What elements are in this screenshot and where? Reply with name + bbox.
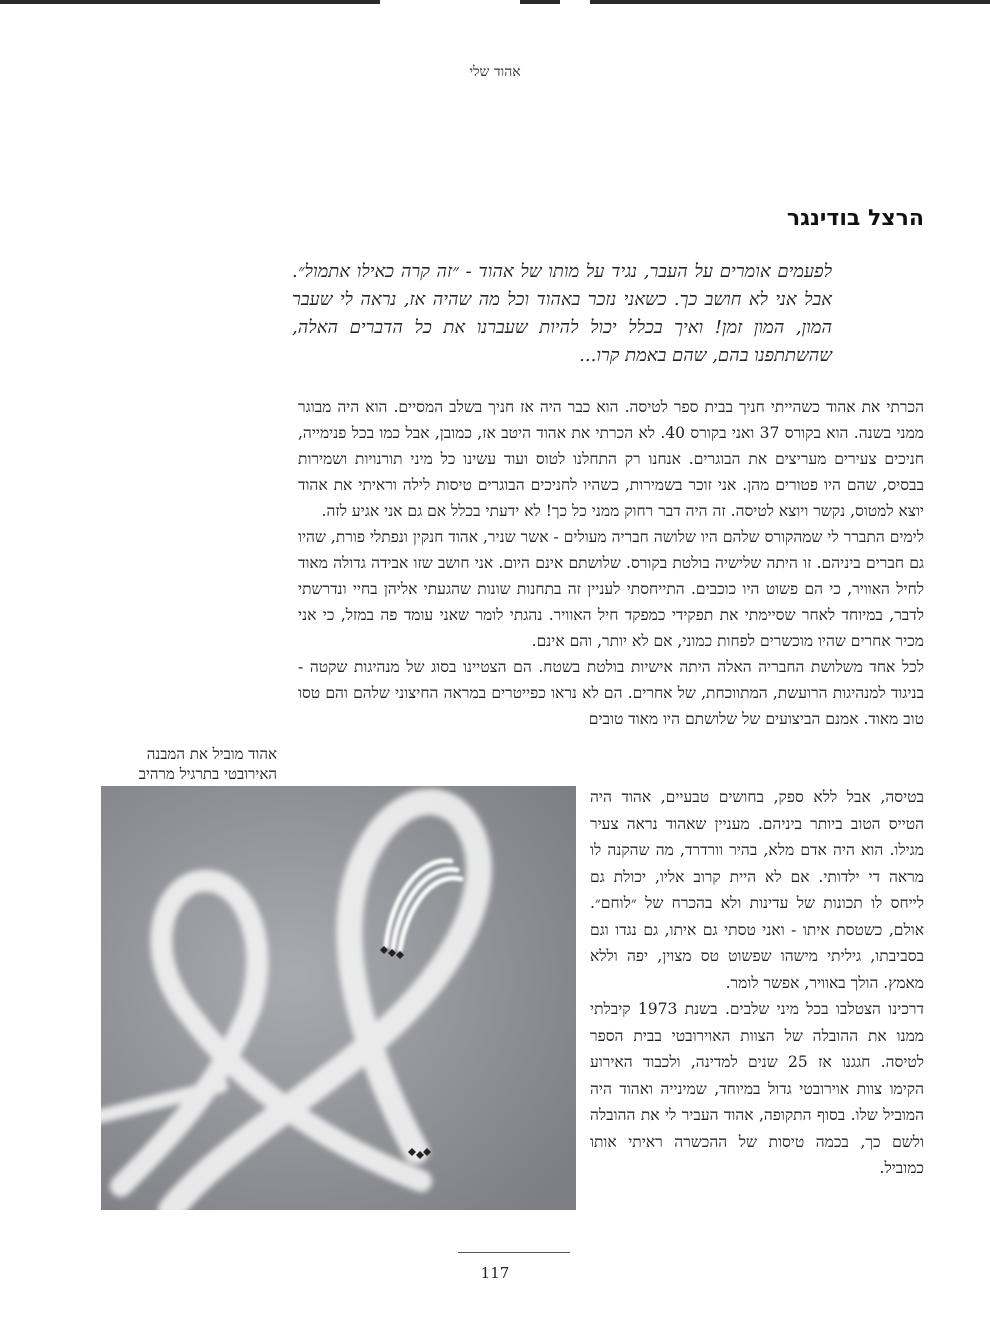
body-paragraph-5: דרכינו הצטלבו בכל מיני שלבים. בשנת 1973 קיבלתי ממנו את ההובלה של הצוות האוירובטי בבית הספר לטיסה. חגגנו אז 25 שנים למדינה, ולכבוד האירוע הקימו צוות אוירובטי גדול במיוחד, שמינייה ואהוד היה המוביל שלו. בסוף התקופה, אהוד העביר לי את ההובלה ולשם כך, בכמה טיסות של ההכשרה ראיתי אותו כמוביל. <box>590 1000 925 1177</box>
top-edge-bars <box>0 0 990 6</box>
body-text-side <box>590 784 924 1182</box>
intro-paragraph: לפעמים אומרים על העבר, נגיד על מותו של אהוד - ״זה קרה כאילו אתמול״. אבל אני לא חושב כך. כשאני נזכר באהוד וכל מה שהיה אז, נראה לי שעבר המון, המון זמן! ואיך בכלל יכול להיות שעברנו את כל הדברים האלה, שהשתתפנו בהם, שהם באמת קרו... <box>292 261 832 366</box>
body-paragraph-4: בטיסה, אבל ללא ספק, בחושים טבעיים, אהוד היה הטייס הטוב ביותר ביניהם. מעניין שאהוד נראה צעיר מגילו. הוא היה אדם מלא, בהיר וורדרד, מה שהקנה לו מראה די ילדותי. אם לא היית קרוב אליו, יכולת גם לייחס לו תכונות של עדינות ולא בהכרח של ״לוחם״. אולם, כשטסת איתו - ואני טסתי גם איתו, גם נגדו וגם בסביבתו, גיליתי מישהו שפשוט טס מצוין, יפה וללא מאמץ. הולך באוויר, אפשר לומר. <box>590 788 924 992</box>
article-title: הרצל בודינגר <box>786 206 924 231</box>
body-paragraph-3: לכל אחד משלושת החבריה האלה היתה אישיות בולטת בשטח. הם הצטיינו בסוג של מנהיגות שקטה - בניגוד למנהיגות הרועשת, המתווכחת, של אחרים. הם לא נראו כפייטרים במראה החיצוני שלהם והם טסו טוב מאוד. אמנם הביצועים של שלושתם היו מאוד טובים <box>298 658 924 728</box>
footer-rule <box>458 1252 570 1253</box>
body-text-main <box>298 394 924 732</box>
body-paragraph-1: הכרתי את אהוד כשהייתי חניך בבית ספר לטיסה. הוא כבר היה אז חניך בשלב המסיים. הוא היה מבוגר ממני בשנה. הוא בקורס 37 ואני בקורס 40. לא הכרתי את אהוד היטב אז, כמובן, אבל כמו בכל פנימייה, חניכים צעירים מעריצים את הבוגרים. אנחנו רק התחלנו לטוס ועוד עשינו כל מיני תורנויות ושמירות בבסיס, שהם היו פטורים מהן. אני זוכר בשמירות, כשהיו לחניכים הבוגרים טיסות לילה וראיתי את אהוד יוצא למטוס, נקשר ויוצא לטיסה. זה היה דבר רחוק ממני כל כך! לא ידעתי בכלל אם גם אני אגיע לזה. <box>298 398 924 520</box>
running-head: אהוד שלי <box>469 64 521 80</box>
page-number: 117 <box>480 1264 510 1282</box>
intro-quote <box>292 258 832 370</box>
photo-caption: אהוד מוביל את המבנה האירובטי בתרגיל מרהיב <box>138 745 277 783</box>
aerobatic-smoke-heart-photo <box>101 786 576 1210</box>
body-paragraph-2: לימים התברר לי שמהקורס שלהם היו שלושה חבריה מעולים - אשר שניר, אהוד חנקין ונפתלי פורת, שהיו גם חברים ביניהם. זו היתה שלישיה בולטת בקורס. שלושתם אינם היום. אני חושב שזו אבידה גדולה מאוד לחיל האוויר, כי הם פשוט היו כוכבים. התייחסתי לעניין זה בתחנות שונות שהגעתי אליהן בחיי ונדרשתי לדבר, במיוחד לאחר שסיימתי את תפקידי כמפקד חיל האוויר. נהגתי לומר שאני עומד פה במזל, כי אני מכיר אחרים שהיו מוכשרים לפחות כמוני, אם לא יותר, והם אינם. <box>298 528 924 650</box>
